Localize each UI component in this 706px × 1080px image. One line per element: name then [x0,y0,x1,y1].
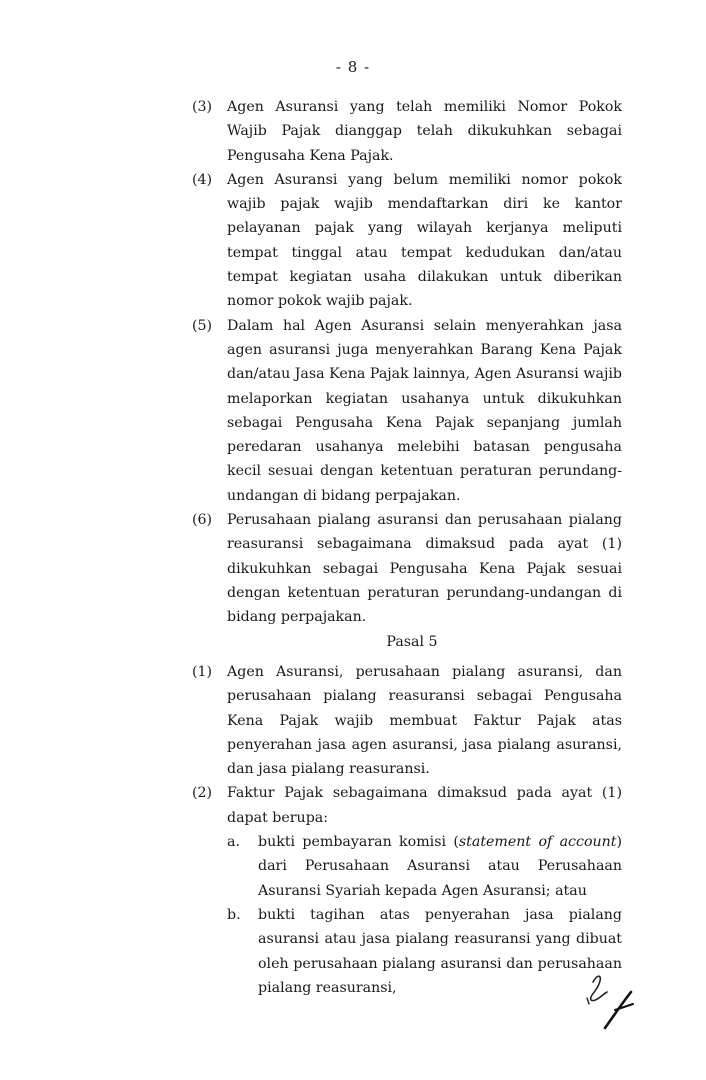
initials-signature [575,970,645,1030]
article-5-paragraph-1 [0,660,706,781]
paragraph-4 [0,168,706,314]
paragraph-text: Faktur Pajak sebagaimana dimaksud pada ayat (1) dapat berupa: [227,785,622,826]
sub-item-letter: b. [227,906,241,923]
article-5-paragraph-2 [0,781,706,830]
article-4-continued [0,95,706,630]
paragraph-text: Perusahaan pialang asuransi dan perusahaan pialang reasuransi sebagaimana dimaksud pada ayat (1) dikukuhkan sebagai Pengusaha Kena Pajak sesuai dengan ketentuan peraturan perundang-undangan di bidang perpajakan. [227,512,622,626]
paragraph-number: (6) [192,512,213,529]
paragraph-text: Dalam hal Agen Asuransi selain menyerahkan jasa agen asuransi juga menyerahkan Barang Kena Pajak dan/atau Jasa Kena Pajak lainnya, Agen Asuransi wajib melaporkan kegiatan usahanya untuk dikukuhkan sebagai Pengusaha Kena Pajak sepanjang jumlah peredaran usahanya melebihi batasan pengusaha kecil sesuai dengan ketentuan peraturan perundang-undangan di bidang perpajakan. [227,317,622,504]
paragraph-3 [0,95,706,168]
article-heading: Pasal 5 [386,634,438,650]
paragraph-number: (5) [192,317,213,334]
article-5 [0,630,706,1000]
paragraph-6 [0,508,706,629]
paragraph-number: (2) [192,785,213,802]
sub-item-a [0,830,706,903]
italic-term: statement of account [458,834,617,851]
paragraph-number: (3) [192,99,213,115]
paragraph-number: (1) [192,664,213,680]
page-number: - 8 - [335,58,371,76]
paragraph-5 [0,314,706,508]
sub-item-text-before: bukti pembayaran komisi ( [258,834,459,851]
sub-item-text-after: ) dari Perusahaan Asuransi atau Perusahaan Asuransi Syariah kepada Agen Asuransi; atau [258,834,623,899]
sub-item-text [258,830,622,903]
paragraph-text: Agen Asuransi, perusahaan pialang asuransi, dan perusahaan pialang reasuransi sebagai Pengusaha Kena Pajak wajib membuat Faktur Pajak atas penyerahan jasa agen asuransi, jasa pialang asuransi, dan jasa pialang reasuransi. [227,664,622,778]
sub-item-text: bukti tagihan atas penyerahan jasa pialang asuransi atau jasa pialang reasuransi yang dibuat oleh perusahaan pialang asuransi dan perusahaan pialang reasuransi, [258,906,622,996]
paragraph-text: Agen Asuransi yang telah memiliki Nomor Pokok Wajib Pajak dianggap telah dikukuhkan sebagai Pengusaha Kena Pajak. [227,99,622,164]
paragraph-number: (4) [192,171,213,188]
paragraph-text: Agen Asuransi yang belum memiliki nomor pokok wajib pajak wajib mendaftarkan diri ke kantor pelayanan pajak yang wilayah kerjanya meliputi tempat tinggal atau tempat kedudukan dan/atau tempat kegiatan usaha dilakukan untuk diberikan nomor pokok wajib pajak. [227,171,622,310]
sub-item-letter: a. [227,834,240,851]
